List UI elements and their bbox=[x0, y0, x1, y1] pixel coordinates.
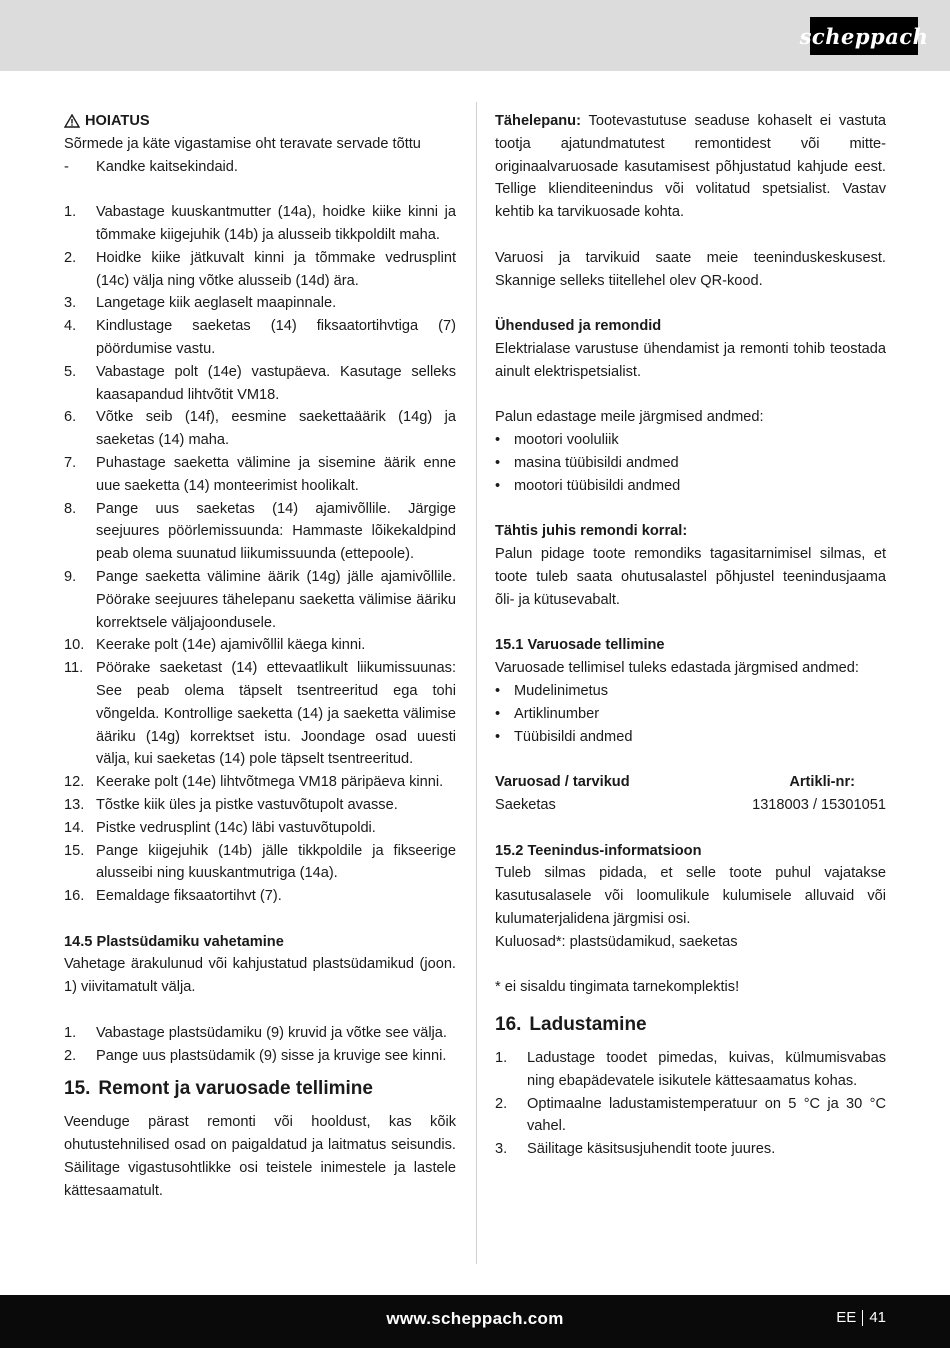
section-14-5-title: 14.5 Plastsüdamiku vahetamine bbox=[64, 933, 284, 950]
important-title: Tähtis juhis remondi korral: bbox=[495, 523, 688, 540]
list-item bbox=[64, 361, 456, 407]
list-item-number: 6. bbox=[64, 409, 77, 426]
connections-title: Ühendused ja remondid bbox=[495, 318, 662, 335]
warning-bullet bbox=[64, 156, 456, 179]
list-item-number: 4. bbox=[64, 318, 77, 335]
article-col-header: Artikli-nr: bbox=[789, 774, 855, 791]
list-item bbox=[64, 201, 456, 247]
list-item-text: Artiklinumber bbox=[514, 705, 600, 722]
list-item-number: 13. bbox=[64, 796, 85, 813]
section-15-text: Veenduge pärast remonti või hooldust, kas kõik ohutustehnilised osad on paigaldatud ja laitmatus seisundis. Säilitage vigastusohtlikke osi teistele inimestele ja lastele kättesaamatult. bbox=[64, 1114, 456, 1199]
list-item-text: Keerake polt (14e) ajamivõllil käega kinni. bbox=[96, 637, 366, 654]
list-item-text: Pange uus saeketas (14) ajamivõllile. Järgige seejuures pöörlemissuunda: Hammaste lõikekaldpind peab olema suunatud liikumissuunda (ettepoole). bbox=[96, 500, 456, 563]
scheppach-logo: scheppach bbox=[810, 17, 918, 55]
column-divider bbox=[476, 102, 477, 1264]
language-code: EE bbox=[836, 1309, 857, 1326]
list-item-number: 2. bbox=[64, 1047, 77, 1064]
list-item bbox=[495, 452, 886, 475]
section-15-heading bbox=[64, 1075, 456, 1103]
list-item-text: Pange uus plastsüdamik (9) sisse ja kruvige see kinni. bbox=[96, 1047, 447, 1064]
list-item-text: Langetage kiik aeglaselt maapinnale. bbox=[96, 295, 337, 312]
list-item-text: Optimaalne ladustamistemperatuur on 5 °C ja 30 °C vahel. bbox=[527, 1095, 886, 1135]
list-item bbox=[495, 680, 886, 703]
list-item-number: 1. bbox=[64, 204, 77, 221]
list-item-text: Pange saeketta välimine äärik (14g) jälle ajamivõllile. Pöörake seejuures tähelepanu saeketta välimise ääriku korrektsele väljajoondusele. bbox=[96, 568, 456, 631]
list-item-text: Keerake polt (14e) lihtvõtmega VM18 päripäeva kinni. bbox=[96, 774, 444, 791]
list-item-number: 12. bbox=[64, 774, 85, 791]
warning-triangle-icon bbox=[64, 114, 80, 128]
list-item bbox=[64, 1045, 456, 1068]
list-item-number: 1. bbox=[64, 1024, 77, 1041]
list-item bbox=[64, 406, 456, 452]
list-item bbox=[64, 634, 456, 657]
notice-paragraph bbox=[495, 110, 886, 224]
notice-label: Tähelepanu: bbox=[495, 113, 581, 129]
list-item bbox=[64, 566, 456, 634]
list-item-number: 3. bbox=[495, 1141, 508, 1158]
section-15-number: 15. bbox=[64, 1078, 91, 1100]
bullet-dot: • bbox=[495, 682, 501, 699]
list-item bbox=[64, 315, 456, 361]
warning-heading bbox=[64, 110, 456, 133]
list-item bbox=[495, 1138, 886, 1161]
footer-website-link[interactable]: www.scheppach.com bbox=[386, 1309, 564, 1328]
list-item-number: 2. bbox=[495, 1095, 508, 1112]
storage-steps-list bbox=[495, 1047, 886, 1161]
core-replacement-list bbox=[64, 1022, 456, 1068]
list-item-number: 2. bbox=[64, 249, 77, 266]
warning-bullet-marker: - bbox=[64, 158, 69, 175]
section-15-2-text: Tuleb silmas pidada, et selle toote puhul vajatakse kasutusalasele või loomulikule kulumisele alluvaid või kulumaterjalidena järgmisi osi. bbox=[495, 865, 886, 927]
list-item bbox=[495, 726, 886, 749]
list-item bbox=[495, 429, 886, 452]
page-indicator bbox=[836, 1309, 886, 1326]
list-item bbox=[64, 292, 456, 315]
list-item bbox=[64, 771, 456, 794]
list-item-number: 16. bbox=[64, 888, 85, 905]
list-item-text: Puhastage saeketta välimine ja sisemine äärik enne uue saeketta (14) monteerimist hoolikalt. bbox=[96, 454, 456, 494]
bullet-dot: • bbox=[495, 705, 501, 722]
list-item-number: 10. bbox=[64, 637, 85, 654]
list-item-text: Kindlustage saeketas (14) fiksaatortihvtiga (7) pöördumise vastu. bbox=[96, 318, 456, 357]
list-item-text: Ladustage toodet pimedas, kuivas, külmumisvabas ning ebapädevatele isikutele kättesaamatus kohas. bbox=[527, 1050, 886, 1089]
parts-table-header bbox=[495, 771, 886, 794]
list-item bbox=[64, 657, 456, 771]
footer-bar bbox=[0, 1295, 950, 1348]
list-item-number: 14. bbox=[64, 819, 85, 836]
section-16-number: 16. bbox=[495, 1014, 522, 1036]
list-item-text: Pöörake saeketast (14) ettevaatlikult liikumissuunas: See peab olema täpselt tsentreeritud ega tohi võngelda. Kontrollige saeketta (14) ja saeketta välimise ääriku (14g) korrektset istu. Joondage osad uuesti välja, kui saeketas (14) pole täpselt tsentreeritud. bbox=[96, 660, 456, 768]
header-bar bbox=[0, 0, 950, 71]
section-16-heading bbox=[495, 1011, 886, 1039]
part-article-number: 1318003 / 15301051 bbox=[752, 796, 886, 813]
wear-parts-text: Kuluosad*: plastsüdamikud, saeketas bbox=[495, 933, 738, 950]
list-item bbox=[64, 840, 456, 886]
list-item-text: Tüübisildi andmed bbox=[514, 728, 633, 745]
list-item bbox=[495, 1093, 886, 1139]
list-item bbox=[64, 1022, 456, 1045]
section-16-title: Ladustamine bbox=[529, 1014, 647, 1036]
parts-availability-text: Varuosi ja tarvikuid saate meie teeninduskeskusest. Skannige selleks tiitellehel olev QR-kood. bbox=[495, 249, 886, 289]
list-item bbox=[495, 703, 886, 726]
parts-col-header: Varuosad / tarvikud bbox=[495, 774, 630, 791]
bullet-dot: • bbox=[495, 728, 501, 745]
list-item-text: Võtke seib (14f), eesmine saekettaäärik (14g) ja saeketas (14) maha. bbox=[96, 409, 456, 449]
list-item-text: Pange kiigejuhik (14b) jälle tikkpoldile ja fikseerige alusseibi ning kuuskantmutriga (14a). bbox=[96, 842, 456, 882]
list-item-number: 11. bbox=[64, 660, 84, 677]
section-15-1-intro: Varuosade tellimisel tuleks edastada järgmised andmed: bbox=[495, 660, 859, 677]
list-item-text: mootori vooluliik bbox=[514, 432, 619, 449]
page-number: 41 bbox=[869, 1309, 886, 1326]
list-item-text: Säilitage käsitsusjuhendit toote juures. bbox=[527, 1141, 776, 1158]
list-item bbox=[495, 475, 886, 498]
table-row bbox=[495, 794, 886, 817]
list-item-text: Eemaldage fiksaatortihvt (7). bbox=[96, 888, 282, 905]
data-request-intro: Palun edastage meile järgmised andmed: bbox=[495, 409, 764, 426]
left-column bbox=[64, 110, 456, 1203]
list-item-text: Vabastage polt (14e) vastupäeva. Kasutage selleks kaasapandud lihtvõtit VM18. bbox=[96, 363, 456, 403]
bullet-dot: • bbox=[495, 432, 501, 449]
section-15-2-title: 15.2 Teenindus-informatsioon bbox=[495, 842, 702, 859]
list-item bbox=[64, 247, 456, 293]
list-item-text: Tõstke kiik üles ja pistke vastuvõtupolt avasse. bbox=[96, 796, 398, 813]
right-column bbox=[495, 110, 886, 1161]
page-separator bbox=[862, 1310, 863, 1326]
list-item bbox=[64, 794, 456, 817]
list-item bbox=[64, 817, 456, 840]
notice-text: Tootevastutuse seaduse kohaselt ei vastuta tootja ajatundmatutest remontidest või mitte-originaalvaruosade kasutamisest põhjustatud kahjude eest. Tellige klienditeenindus või volitatud spetsialist. Vastav kehtib ka tarvikuosade kohta. bbox=[495, 113, 886, 221]
list-item bbox=[64, 498, 456, 566]
replacement-steps-list bbox=[64, 201, 456, 908]
list-item-text: Mudelinimetus bbox=[514, 682, 609, 699]
list-item-number: 3. bbox=[64, 295, 77, 312]
list-item-text: Vabastage kuuskantmutter (14a), hoidke kiike kinni ja tõmmake kiigejuhik (14b) ja alusseib tikkpoldilt maha. bbox=[96, 204, 456, 243]
section-15-title: Remont ja varuosade tellimine bbox=[98, 1078, 373, 1100]
list-item-text: mootori tüübisildi andmed bbox=[514, 477, 681, 494]
list-item bbox=[64, 452, 456, 498]
list-item-text: Pistke vedrusplint (14c) läbi vastuvõtupoldi. bbox=[96, 819, 376, 836]
warning-bullet-text: Kandke kaitsekindaid. bbox=[96, 158, 238, 175]
list-item-number: 15. bbox=[64, 842, 85, 859]
bullet-dot: • bbox=[495, 454, 501, 471]
list-item-text: Vabastage plastsüdamiku (9) kruvid ja võtke see välja. bbox=[96, 1024, 447, 1041]
section-14-5-intro: Vahetage ärakulunud või kahjustatud plastsüdamikud (joon. 1) viivitamatult välja. bbox=[64, 956, 456, 996]
list-item-text: Hoidke kiike jätkuvalt kinni ja tõmmake vedrusplint (14c) välja ning võtke alusseib (14d) ära. bbox=[96, 249, 456, 289]
important-text: Palun pidage toote remondiks tagasitarnimisel silmas, et toote tuleb saata ohutusalastel põhjustel teenindusjaama õli- ja kütusevabalt. bbox=[495, 546, 886, 608]
bullet-dot: • bbox=[495, 477, 501, 494]
part-name: Saeketas bbox=[495, 796, 556, 813]
footnote-text: * ei sisaldu tingimata tarnekomplektis! bbox=[495, 979, 740, 996]
list-item-number: 9. bbox=[64, 568, 77, 585]
warning-title: HOIATUS bbox=[85, 113, 150, 129]
list-item bbox=[64, 885, 456, 908]
list-item-text: masina tüübisildi andmed bbox=[514, 454, 679, 471]
list-item-number: 5. bbox=[64, 363, 77, 380]
list-item-number: 7. bbox=[64, 454, 77, 471]
list-item bbox=[495, 1047, 886, 1093]
warning-text: Sõrmede ja käte vigastamise oht teravate servade tõttu bbox=[64, 135, 421, 152]
section-15-1-title: 15.1 Varuosade tellimine bbox=[495, 637, 665, 654]
list-item-number: 1. bbox=[495, 1050, 508, 1067]
list-item-number: 8. bbox=[64, 500, 77, 517]
connections-text: Elektrialase varustuse ühendamist ja remonti tohib teostada ainult elektrispetsialist. bbox=[495, 340, 886, 380]
